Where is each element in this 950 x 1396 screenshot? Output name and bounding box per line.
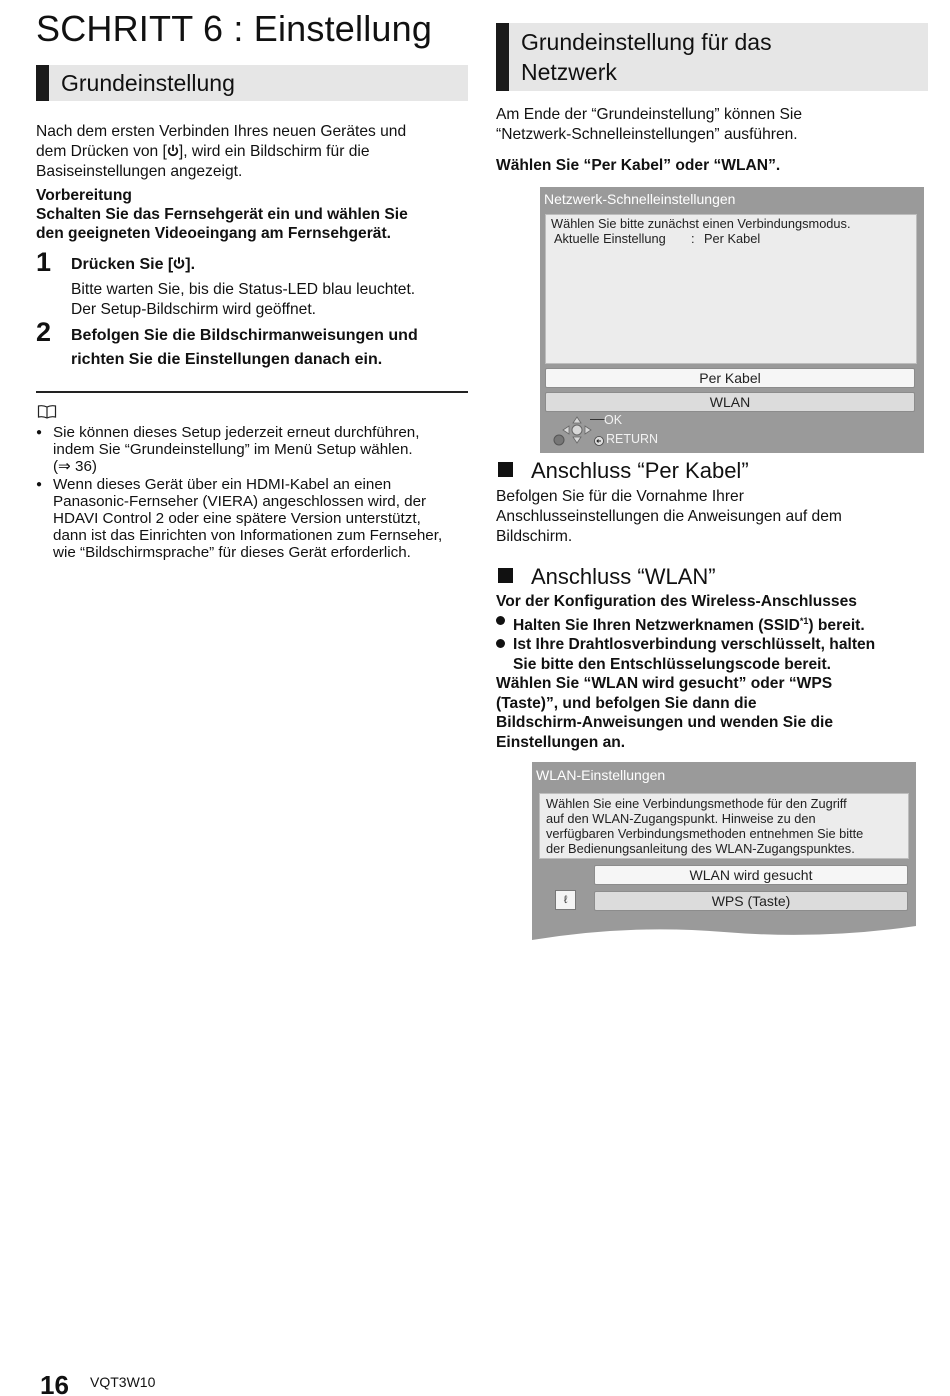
screen-title: WLAN-Einstellungen bbox=[536, 767, 666, 783]
bullet-dot bbox=[496, 639, 505, 648]
heading-anschluss-wlan: Anschluss “WLAN” bbox=[496, 564, 716, 590]
return-icon bbox=[594, 436, 604, 446]
step-title-line: Befolgen Sie die Bildschirmanweisungen und bbox=[71, 327, 418, 344]
option-wlan-wird-gesucht-button[interactable]: WLAN wird gesucht bbox=[594, 865, 908, 885]
network-choose-text: Wählen Sie “Per Kabel” oder “WLAN”. bbox=[496, 157, 781, 174]
intro-line: dem Drücken von [ ], wird ein Bildschirm für die bbox=[36, 143, 370, 160]
screen-message-panel: Wählen Sie bitte zunächst einen Verbindungsmodus. Aktuelle Einstellung : Per Kabel bbox=[545, 214, 917, 364]
cable-text: Befolgen Sie für die Vornahme Ihrer Anschlusseinstellungen die Anweisungen auf dem Bildschirm. bbox=[496, 488, 842, 545]
preparation-block bbox=[36, 186, 476, 243]
square-bullet-icon bbox=[498, 568, 513, 583]
dot-icon bbox=[553, 434, 565, 446]
document-code: VQT3W10 bbox=[90, 1374, 156, 1390]
legend-return: RETURN bbox=[606, 432, 659, 446]
dpad-icon bbox=[560, 415, 594, 445]
screen-torn-edge bbox=[532, 924, 916, 940]
option-wps-taste-button[interactable]: WPS (Taste) bbox=[594, 891, 908, 911]
screen-message-panel: Wählen Sie eine Verbindungsmethode für den Zugriff auf den WLAN-Zugangspunkt. Hinweise zu den verfügbaren Verbindungsmethoden entnehmen Sie bitte der Bedienungsanleitung des WLAN-Zugangspunktes. bbox=[539, 793, 909, 859]
intro-text bbox=[36, 122, 476, 182]
step-detail-line: Bitte warten Sie, bis die Status-LED blau leuchtet. bbox=[71, 281, 416, 298]
divider bbox=[36, 391, 468, 393]
option-per-kabel-button[interactable]: Per Kabel bbox=[545, 368, 915, 388]
intro-line: Nach dem ersten Verbinden Ihres neuen Gerätes und bbox=[36, 123, 407, 140]
step-number: 2 bbox=[36, 317, 52, 347]
book-note-icon bbox=[37, 404, 57, 420]
step-title: Drücken Sie [ ]. bbox=[71, 256, 196, 273]
square-bullet-icon bbox=[498, 462, 513, 477]
step-title-line: richten Sie die Einstellungen danach ein. bbox=[71, 351, 383, 368]
legend-line bbox=[590, 419, 605, 420]
bullet-dot bbox=[496, 616, 505, 625]
network-quick-settings-screen bbox=[540, 187, 924, 453]
note-item: ● Sie können dieses Setup jederzeit erneut durchführen, indem Sie “Grundeinstellung” im Menü Setup wählen. (⇒ 36) bbox=[36, 424, 476, 476]
preparation-line: den geeigneten Videoeingang am Fernsehgerät. bbox=[36, 225, 391, 242]
screen-title: Netzwerk-Schnelleinstellungen bbox=[544, 191, 736, 207]
signal-icon: ℓ bbox=[555, 890, 576, 910]
page-number: 16 bbox=[40, 1370, 69, 1396]
power-icon bbox=[173, 256, 185, 271]
wlan-bullet: Halten Sie Ihren Netzwerknamen (SSID$^{*1}$) bereit. bbox=[496, 612, 936, 636]
step-detail-line: Der Setup-Bildschirm wird geöffnet. bbox=[71, 301, 316, 318]
step-detail bbox=[71, 280, 471, 320]
wlan-bullet: Ist Ihre Drahtlosverbindung verschlüsselt, halten Sie bitte den Entschlüsselungscode bereit. bbox=[496, 635, 936, 674]
section-heading-grundeinstellung: Grundeinstellung bbox=[36, 65, 468, 101]
page-title: SCHRITT 6 : Einstellung bbox=[36, 8, 433, 49]
step-title bbox=[71, 324, 471, 372]
notes-list bbox=[36, 424, 476, 562]
preparation-label: Vorbereitung bbox=[36, 187, 132, 204]
section-heading-netzwerk: Grundeinstellung für das Netzwerk bbox=[496, 23, 928, 91]
option-wlan-button[interactable]: WLAN bbox=[545, 392, 915, 412]
note-item: ● Wenn dieses Gerät über ein HDMI-Kabel an einen Panasonic-Fernseher (VIERA) angeschlossen wird, der HDAVI Control 2 oder eine spätere Version unterstützt, dann ist das Einrichten von Informationen zum Fernseher, wie “Bildschirmsprache” für dieses Gerät erforderlich. bbox=[36, 476, 476, 562]
legend-ok: OK bbox=[604, 413, 623, 427]
wlan-before-label: Vor der Konfiguration des Wireless-Anschlusses bbox=[496, 593, 857, 610]
wlan-settings-screen bbox=[532, 762, 916, 940]
intro-line: Basiseinstellungen angezeigt. bbox=[36, 163, 243, 180]
power-icon bbox=[167, 144, 179, 158]
network-intro: Am Ende der “Grundeinstellung” können Sie “Netzwerk-Schnelleinstellungen” ausführen. bbox=[496, 106, 802, 143]
wlan-instructions: Vor der Konfiguration des Wireless-Anschlusses Halten Sie Ihren Netzwerknamen (SSID$^{*1}$) bereit. Ist Ihre Drahtlosverbindung verschlüsselt, halten Sie bitte den Entschlüsselungscode bereit. Wählen Sie “WLAN wird gesucht” oder “WPS (Taste)”, und befolgen Sie dann die Bildschirm-Anweisungen und wenden Sie die Einstellungen an. bbox=[496, 592, 936, 752]
preparation-line: Schalten Sie das Fernsehgerät ein und wählen Sie bbox=[36, 206, 408, 223]
step-number: 1 bbox=[36, 247, 52, 277]
heading-anschluss-per-kabel: Anschluss “Per Kabel” bbox=[496, 458, 749, 484]
